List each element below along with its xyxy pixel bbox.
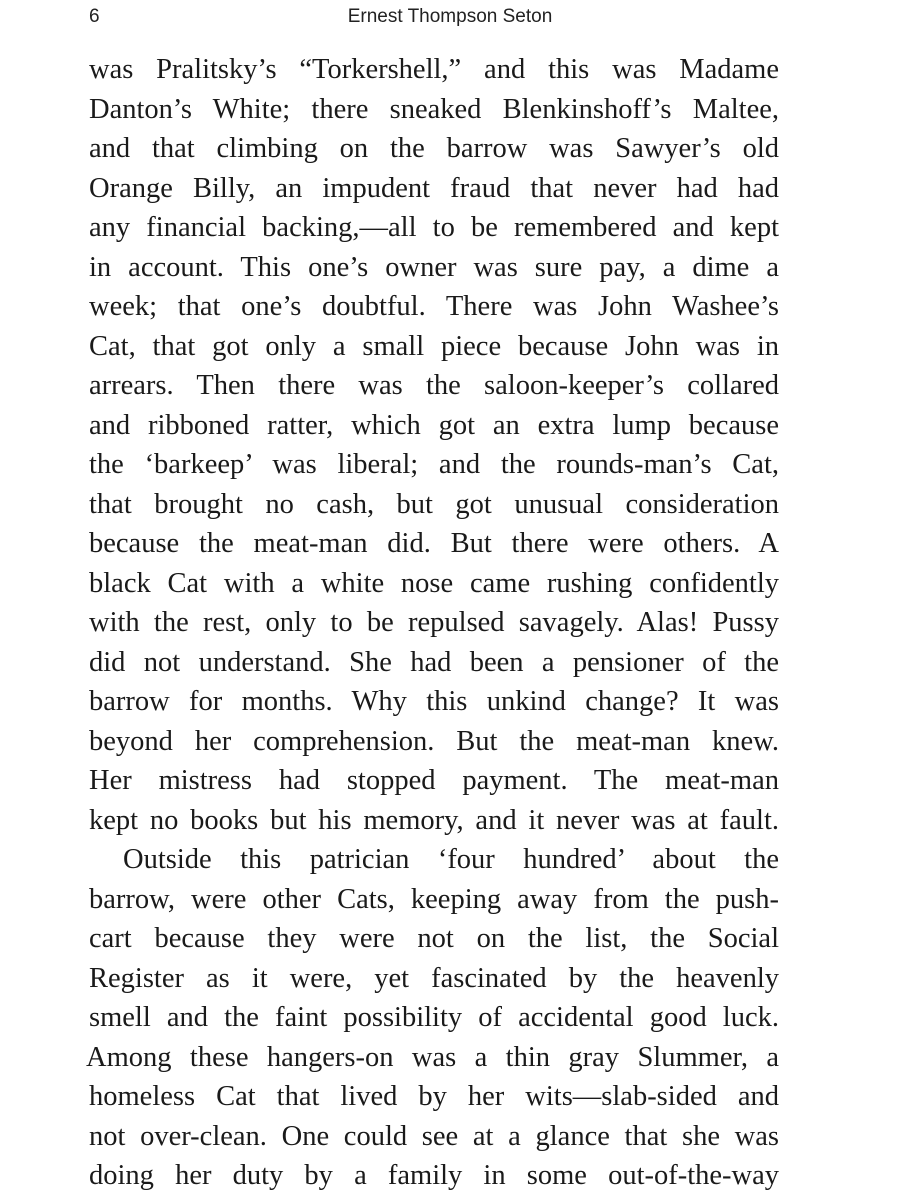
text-line: in account. This one’s owner was sure pay, a dime a [89, 251, 779, 283]
page-number: 6 [89, 6, 100, 27]
text-line: beyond her comprehension. But the meat-man knew. [89, 725, 779, 757]
text-line: Cat, that got only a small piece because John was in [89, 330, 779, 362]
paragraph-first-line: Outside this patrician ‘four hundred’ about the [123, 844, 779, 875]
text-line: Orange Billy, an impudent fraud that never had had [89, 172, 779, 204]
text-line: Among these hangers-on was a thin gray Slummer, a [86, 1041, 779, 1073]
text-line: week; that one’s doubtful. There was John Washee’s [89, 291, 779, 322]
text-line: the ‘barkeep’ was liberal; and the rounds-man’s Cat, [89, 449, 779, 480]
text-line: black Cat with a white nose came rushing confidently [89, 567, 779, 599]
text-line: and ribboned ratter, which got an extra lump because [89, 409, 779, 441]
text-line: barrow, were other Cats, keeping away from the push- [89, 883, 779, 915]
body-text [86, 50, 779, 1196]
text-line: Her mistress had stopped payment. The meat-man [89, 765, 779, 796]
text-line: did not understand. She had been a pensioner of the [89, 646, 779, 678]
running-head [0, 6, 900, 32]
text-line: cart because they were not on the list, the Social [89, 923, 779, 954]
text-line: doing her duty by a family in some out-of-the-way [89, 1160, 779, 1191]
text-line: Register as it were, yet fascinated by the heavenly [89, 962, 779, 994]
text-line: because the meat-man did. But there were others. A [89, 528, 779, 559]
text-line: not over-clean. One could see at a glance that she was [89, 1120, 779, 1152]
running-title: Ernest Thompson Seton [347, 6, 553, 27]
text-line: and that climbing on the barrow was Sawyer’s old [89, 133, 779, 164]
text-line: barrow for months. Why this unkind change? It was [89, 686, 779, 717]
text-line: that brought no cash, but got unusual consideration [89, 488, 779, 520]
text-line: any financial backing,—all to be remembered and kept [89, 212, 779, 243]
text-line: Danton’s White; there sneaked Blenkinshoff’s Maltee, [89, 93, 779, 125]
text-line: arrears. Then there was the saloon-keeper’s collared [89, 370, 779, 401]
text-line: was Pralitsky’s “Torkershell,” and this was Madame [89, 54, 779, 85]
text-line: homeless Cat that lived by her wits—slab-sided and [89, 1081, 779, 1112]
text-line: smell and the faint possibility of accidental good luck. [89, 1002, 779, 1033]
text-line: with the rest, only to be repulsed savagely. Alas! Pussy [89, 607, 779, 638]
text-line: kept no books but his memory, and it never was at fault. [89, 804, 779, 836]
